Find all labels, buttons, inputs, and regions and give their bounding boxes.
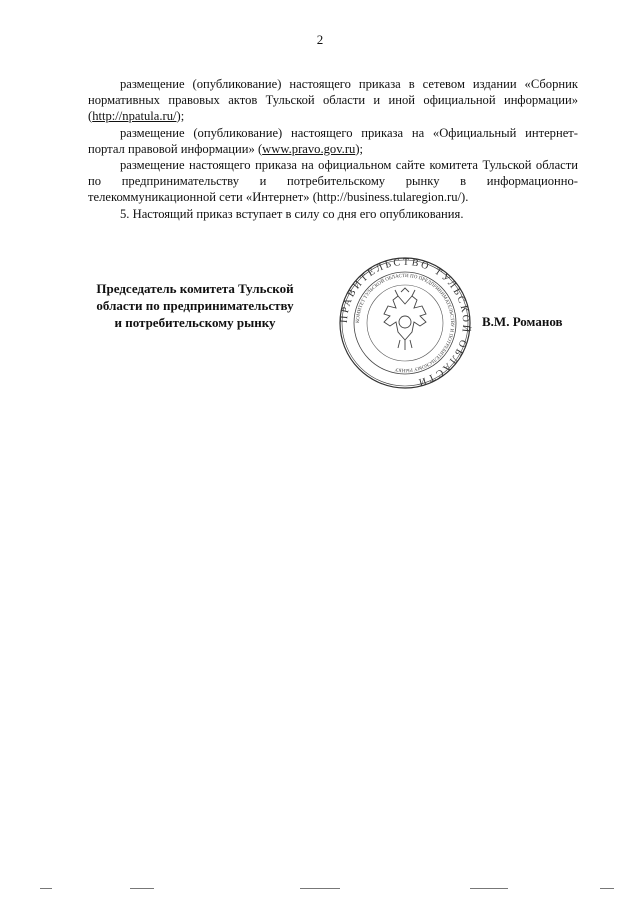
paragraph-3 xyxy=(88,157,578,206)
paragraph-text: ); xyxy=(355,141,364,156)
signatory-title-line-1: Председатель комитета Тульской xyxy=(96,281,294,296)
scan-speck xyxy=(470,888,508,889)
paragraph-2 xyxy=(88,125,578,157)
hyperlink[interactable]: www.pravo.gov.ru xyxy=(262,141,356,156)
signatory-title-line-2: области по предпринимательству xyxy=(96,298,294,313)
seal-inner-text: КОМИТЕТ ТУЛЬСКОЙ ОБЛАСТИ ПО ПРЕДПРИНИМАТЕЛЬСТВУ И ПОТРЕБИТЕЛЬСКОМУ РЫНКУ xyxy=(355,273,455,373)
seal-outer-text: ПРАВИТЕЛЬСТВО ТУЛЬСКОЙ ОБЛАСТИ xyxy=(338,256,472,388)
signatory-title-line-3: и потребительскому рынку xyxy=(114,315,276,330)
scan-speck xyxy=(40,888,52,889)
document-body xyxy=(88,76,578,222)
paragraph-text: размещение (опубликование) настоящего приказа в сетевом издании «Сборник нормативных правовых актов Тульской области и иной официальной информации» ( xyxy=(88,77,578,124)
double-headed-eagle-emblem xyxy=(384,288,426,350)
signatory-title xyxy=(70,280,320,331)
scan-speck xyxy=(130,888,154,889)
scan-speck xyxy=(300,888,340,889)
paragraph-text: 5. Настоящий приказ вступает в силу со дня его опубликования. xyxy=(120,206,464,221)
paragraph-4 xyxy=(88,206,578,222)
scan-speck xyxy=(600,888,614,889)
paragraph-text: размещение (опубликование) настоящего приказа на «Официальный интернет-портал правовой информации» ( xyxy=(88,125,578,156)
paragraph-1 xyxy=(88,76,578,125)
paragraph-text: размещение настоящего приказа на официальном сайте комитета Тульской области по предпринимательству и потребительскому рынку в информационно-телекоммуникационной сети «Интернет» (http://business.tularegion.ru/). xyxy=(88,158,578,205)
hyperlink[interactable]: http://npatula.ru/ xyxy=(92,109,177,124)
page-number: 2 xyxy=(316,32,324,47)
official-seal-stamp xyxy=(338,256,472,390)
signatory-name: В.М. Романов xyxy=(482,314,563,329)
paragraph-text: ); xyxy=(176,109,185,124)
